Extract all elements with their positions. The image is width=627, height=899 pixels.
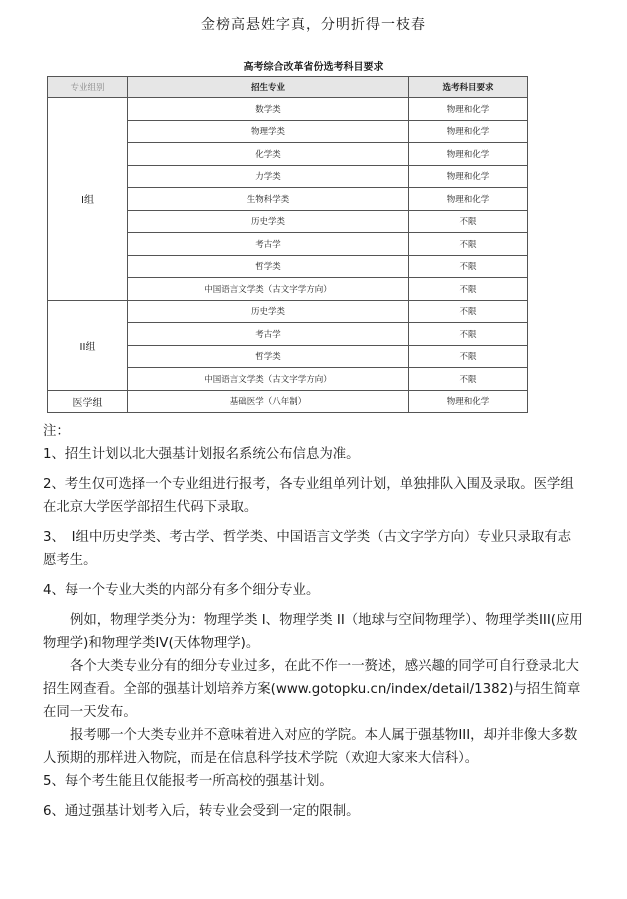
header-subject: 选考科目要求 xyxy=(409,77,528,98)
subject-cell: 物理和化学 xyxy=(409,390,528,413)
subject-cell: 不限 xyxy=(409,255,528,278)
group-cell: I组 xyxy=(48,98,128,301)
subject-cell: 物理和化学 xyxy=(409,120,528,143)
header-group: 专业组别 xyxy=(48,77,128,98)
major-cell: 考古学 xyxy=(128,323,409,346)
note-6: 6、通过强基计划考入后，转专业会受到一定的限制。 xyxy=(43,804,360,819)
notes-heading: 注： xyxy=(43,424,70,439)
major-cell: 基础医学（八年制） xyxy=(128,390,409,413)
header-major: 招生专业 xyxy=(128,77,409,98)
notes-section xyxy=(43,420,583,823)
subject-cell: 物理和化学 xyxy=(409,143,528,166)
major-cell: 历史学类 xyxy=(128,300,409,323)
subject-cell: 不限 xyxy=(409,278,528,301)
major-cell: 历史学类 xyxy=(128,210,409,233)
table-title: 高考综合改革省份选考科目要求 xyxy=(243,62,384,73)
note-2: 2、考生仅可选择一个专业组进行报考，各专业组单列计划，单独排队入围及录取。医学组在北京大学医学部招生代码下录取。 xyxy=(43,477,574,515)
major-cell: 中国语言文学类（古文字学方向） xyxy=(128,368,409,391)
table-header-row xyxy=(48,77,528,98)
note-4: 4、每一个专业大类的内部分有多个细分专业。 xyxy=(43,583,320,598)
subject-cell: 不限 xyxy=(409,233,528,256)
table-body xyxy=(48,98,528,413)
note-4-detail: 各个大类专业分有的细分专业过多，在此不作一一赘述，感兴趣的同学可自行登录北大招生网查看。全部的强基计划培养方案(www.gotopku.cn/index/detail/1382)与招生简章在同一天发布。 xyxy=(43,659,581,720)
major-cell: 哲学类 xyxy=(128,345,409,368)
group-cell: II组 xyxy=(48,300,128,390)
major-cell: 哲学类 xyxy=(128,255,409,278)
major-cell: 数学类 xyxy=(128,98,409,121)
major-cell: 考古学 xyxy=(128,233,409,256)
subject-cell: 不限 xyxy=(409,345,528,368)
subject-cell: 不限 xyxy=(409,300,528,323)
note-4-personal: 报考哪一个大类专业并不意味着进入对应的学院。本人属于强基物III，却并非像大多数人预期的那样进入物院，而是在信息科学技术学院（欢迎大家来大信科）。 xyxy=(43,728,578,766)
note-3: 3、 I组中历史学类、考古学、哲学类、中国语言文学类（古文字学方向）专业只录取有志愿考生。 xyxy=(43,530,572,568)
note-4-example: 例如，物理学类分为：物理学类 I、物理学类 II（地球与空间物理学）、物理学类III(应用物理学)和物理学类IV(天体物理学)。 xyxy=(43,613,583,651)
subject-requirements-table xyxy=(47,76,528,413)
table-row xyxy=(48,300,528,323)
major-cell: 生物科学类 xyxy=(128,188,409,211)
subject-cell: 物理和化学 xyxy=(409,188,528,211)
note-1: 1、招生计划以北大强基计划报名系统公布信息为准。 xyxy=(43,447,360,462)
motto-text: 金榜高悬姓字真，分明折得一枝春 xyxy=(201,17,426,33)
major-cell: 力学类 xyxy=(128,165,409,188)
major-cell: 中国语言文学类（古文字学方向） xyxy=(128,278,409,301)
subject-cell: 物理和化学 xyxy=(409,98,528,121)
table-row xyxy=(48,390,528,413)
major-cell: 物理学类 xyxy=(128,120,409,143)
subject-cell: 不限 xyxy=(409,368,528,391)
subject-cell: 物理和化学 xyxy=(409,165,528,188)
group-cell: 医学组 xyxy=(48,390,128,413)
subject-cell: 不限 xyxy=(409,210,528,233)
subject-cell: 不限 xyxy=(409,323,528,346)
table-row xyxy=(48,98,528,121)
major-cell: 化学类 xyxy=(128,143,409,166)
note-5: 5、每个考生能且仅能报考一所高校的强基计划。 xyxy=(43,774,333,789)
